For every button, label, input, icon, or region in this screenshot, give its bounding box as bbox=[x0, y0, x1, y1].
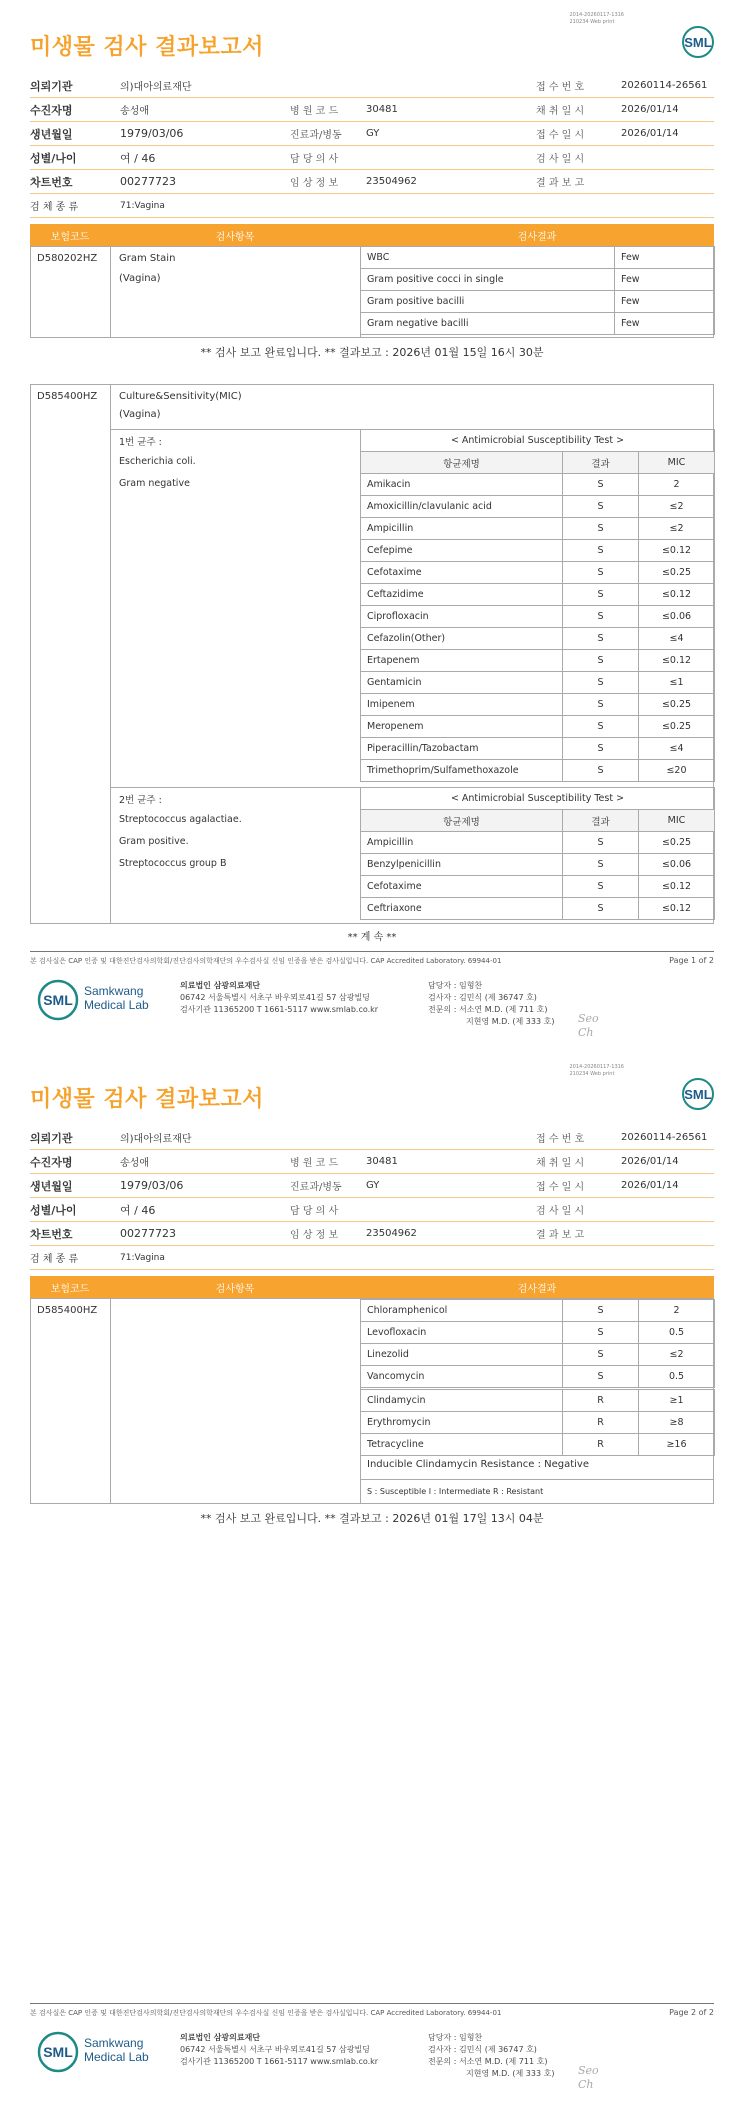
gram-value: Few bbox=[615, 291, 715, 313]
culture-report-note: ** 검사 보고 완료입니다. ** 결과보고 : 2026년 01월 17일 13시 04분 bbox=[200, 1512, 544, 1525]
report-title: 미생물 검사 결과보고서 bbox=[30, 35, 264, 60]
ast-title: < Antimicrobial Susceptibility Test > bbox=[361, 788, 715, 810]
label-doctor: 담 당 의 사 bbox=[290, 1206, 339, 1217]
header-row bbox=[30, 1126, 714, 1150]
table-row bbox=[361, 672, 715, 694]
print-info-line2: 210234 Web print bbox=[569, 19, 615, 25]
org1-gram: Gram negative bbox=[119, 478, 190, 489]
value-collected: 2026/01/14 bbox=[621, 104, 679, 115]
label-clinical: 임 상 정 보 bbox=[290, 1230, 339, 1241]
signature bbox=[578, 2064, 599, 2092]
lab-corp: 의료법인 삼광의료재단 bbox=[180, 2033, 261, 2042]
susceptibility-result: S bbox=[563, 584, 639, 606]
org2-gram: Gram positive. bbox=[119, 836, 189, 847]
drug-name: Tetracycline bbox=[361, 1434, 563, 1456]
table-header-row bbox=[361, 810, 715, 832]
table-row bbox=[361, 474, 715, 496]
susceptibility-result: S bbox=[563, 650, 639, 672]
page-number: Page 1 of 2 bbox=[669, 956, 714, 965]
value-specimen: 71:Vagina bbox=[120, 1252, 165, 1263]
samkwang-logo-text: SML bbox=[43, 2044, 73, 2060]
susceptibility-result: S bbox=[563, 832, 639, 854]
col-drug: 항균제명 bbox=[361, 452, 563, 474]
report-title: 미생물 검사 결과보고서 bbox=[30, 1087, 264, 1112]
gram-result-table bbox=[360, 246, 715, 335]
org2-name: Streptococcus agalactiae. bbox=[119, 814, 242, 825]
table-row bbox=[361, 247, 715, 269]
lab-info bbox=[180, 980, 378, 1016]
header-row bbox=[30, 146, 714, 170]
gram-value: Few bbox=[615, 247, 715, 269]
susceptibility-result: R bbox=[563, 1412, 639, 1434]
header-row bbox=[30, 194, 714, 218]
mic-value: ≤0.12 bbox=[639, 898, 715, 920]
label-tested: 검 사 일 시 bbox=[536, 154, 585, 165]
table-row bbox=[361, 694, 715, 716]
susceptibility-result: S bbox=[563, 760, 639, 782]
value-received: 2026/01/14 bbox=[621, 1180, 679, 1191]
mic-value: ≥16 bbox=[639, 1434, 715, 1456]
table-row bbox=[361, 606, 715, 628]
value-chart: 00277723 bbox=[120, 1227, 176, 1240]
label-collected: 채 취 일 시 bbox=[536, 1158, 585, 1169]
col-item: 검사항목 bbox=[215, 1283, 255, 1295]
lab-address: 06742 서울특별시 서초구 바우뫼로41길 57 삼광빌딩 bbox=[180, 2045, 370, 2054]
label-chart: 차트번호 bbox=[30, 175, 73, 189]
mic-value: 0.5 bbox=[639, 1366, 715, 1388]
drug-name: Cefotaxime bbox=[361, 562, 563, 584]
print-info-line2: 210234 Web print bbox=[569, 1071, 615, 1077]
susceptibility-result: S bbox=[563, 1366, 639, 1388]
table-row bbox=[361, 1412, 715, 1434]
col-result: 검사결과 bbox=[517, 1283, 557, 1295]
signatories bbox=[428, 980, 554, 1028]
value-birth: 1979/03/06 bbox=[120, 1179, 184, 1192]
samkwang-logo bbox=[36, 978, 156, 1022]
lab-name-1: Samkwang bbox=[84, 984, 144, 998]
label-hospital-code: 병 원 코 드 bbox=[290, 1158, 339, 1169]
value-collected: 2026/01/14 bbox=[621, 1156, 679, 1167]
lab-address: 06742 서울특별시 서초구 바우뫼로41길 57 삼광빌딩 bbox=[180, 993, 370, 1002]
table-row bbox=[361, 650, 715, 672]
drug-name: Vancomycin bbox=[361, 1366, 563, 1388]
value-sex-age: 여 / 46 bbox=[120, 1203, 156, 1217]
drug-name: Benzylpenicillin bbox=[361, 854, 563, 876]
value-sex-age: 여 / 46 bbox=[120, 151, 156, 165]
susceptibility-result: S bbox=[563, 496, 639, 518]
table-row bbox=[361, 1344, 715, 1366]
header-row bbox=[30, 1150, 714, 1174]
table-row bbox=[361, 291, 715, 313]
org1-label: 1번 균주 : bbox=[119, 437, 162, 448]
page-number: Page 2 of 2 bbox=[669, 2008, 714, 2017]
table-row bbox=[361, 628, 715, 650]
label-dept: 진료과/병동 bbox=[290, 130, 342, 141]
drug-name: Ampicillin bbox=[361, 518, 563, 540]
label-chart: 차트번호 bbox=[30, 1227, 73, 1241]
table-row bbox=[361, 876, 715, 898]
gram-value: Few bbox=[615, 313, 715, 335]
header-row bbox=[30, 1246, 714, 1270]
table-row bbox=[361, 854, 715, 876]
mic-value: ≤0.06 bbox=[639, 606, 715, 628]
table-row bbox=[361, 738, 715, 760]
table-row bbox=[361, 1300, 715, 1322]
ast-title: < Antimicrobial Susceptibility Test > bbox=[361, 430, 715, 452]
label-specimen: 검 체 종 류 bbox=[30, 202, 79, 213]
mic-value: ≤4 bbox=[639, 738, 715, 760]
value-received: 2026/01/14 bbox=[621, 128, 679, 139]
table-row bbox=[361, 430, 715, 452]
label-patient: 수진자명 bbox=[30, 103, 73, 117]
culture-continued-block bbox=[30, 1298, 714, 1504]
mic-value: ≤1 bbox=[639, 672, 715, 694]
mic-value: ≤4 bbox=[639, 628, 715, 650]
label-doctor: 담 당 의 사 bbox=[290, 154, 339, 165]
susceptibility-result: S bbox=[563, 694, 639, 716]
culture-block bbox=[30, 384, 714, 924]
label-collected: 채 취 일 시 bbox=[536, 106, 585, 117]
gram-value: Few bbox=[615, 269, 715, 291]
table-row bbox=[361, 898, 715, 920]
org2-label: 2번 균주 : bbox=[119, 795, 162, 806]
value-institution: 의)대아의료재단 bbox=[120, 82, 192, 93]
label-accession: 접 수 번 호 bbox=[536, 82, 585, 93]
col-result: 결과 bbox=[563, 810, 639, 832]
label-sex-age: 성별/나이 bbox=[30, 1203, 77, 1217]
org2-group: Streptococcus group B bbox=[119, 858, 227, 869]
mic-value: ≤0.06 bbox=[639, 854, 715, 876]
sign-line: 담당자 : 임형찬 bbox=[428, 981, 483, 990]
gram-stain-block bbox=[30, 246, 714, 338]
table-row bbox=[361, 716, 715, 738]
col-item: 검사항목 bbox=[215, 231, 255, 243]
value-birth: 1979/03/06 bbox=[120, 127, 184, 140]
gram-item: Gram Stain bbox=[119, 253, 176, 264]
footer-divider bbox=[30, 951, 714, 952]
lab-contact: 검사기관 11365200 T 1661-5117 www.smlab.co.kr bbox=[180, 1005, 379, 1014]
icr-result: Inducible Clindamycin Resistance : Negative bbox=[367, 1459, 590, 1470]
result-table-header bbox=[30, 1276, 714, 1298]
drug-name: Trimethoprim/Sulfamethoxazole bbox=[361, 760, 563, 782]
print-info-line1: 2014-20260117-1316 bbox=[569, 12, 624, 18]
table-row bbox=[361, 518, 715, 540]
samkwang-logo-text: SML bbox=[43, 992, 73, 1008]
label-institution: 의뢰기관 bbox=[30, 79, 73, 93]
table-row bbox=[361, 760, 715, 782]
label-accession: 접 수 번 호 bbox=[536, 1134, 585, 1145]
samkwang-logo-icon bbox=[36, 2030, 80, 2074]
drug-name: Clindamycin bbox=[361, 1390, 563, 1412]
col-mic: MIC bbox=[639, 810, 715, 832]
result-table-header bbox=[30, 224, 714, 246]
mic-value: 0.5 bbox=[639, 1322, 715, 1344]
print-info-line1: 2014-20260117-1316 bbox=[569, 1064, 624, 1070]
drug-name: Cefotaxime bbox=[361, 876, 563, 898]
susceptibility-result: S bbox=[563, 518, 639, 540]
label-reported: 결 과 보 고 bbox=[536, 1230, 585, 1241]
label-patient: 수진자명 bbox=[30, 1155, 73, 1169]
value-clinical: 23504962 bbox=[366, 176, 417, 187]
susceptibility-result: S bbox=[563, 562, 639, 584]
signature-a: Seo bbox=[578, 1012, 599, 1025]
result-legend: S : Susceptible I : Intermediate R : Resistant bbox=[367, 1487, 544, 1496]
col-code: 보험코드 bbox=[50, 231, 90, 243]
mic-value: ≤0.25 bbox=[639, 832, 715, 854]
susceptibility-result: R bbox=[563, 1434, 639, 1456]
report-page-2 bbox=[0, 1052, 744, 2104]
mic-value: ≤2 bbox=[639, 1344, 715, 1366]
col-drug: 항균제명 bbox=[361, 810, 563, 832]
susceptibility-result: R bbox=[563, 1390, 639, 1412]
col-mic: MIC bbox=[639, 452, 715, 474]
gram-name: Gram positive cocci in single bbox=[361, 269, 615, 291]
signature-b: Ch bbox=[578, 1026, 594, 1039]
susceptibility-result: S bbox=[563, 716, 639, 738]
mic-value: ≤0.25 bbox=[639, 716, 715, 738]
print-info bbox=[569, 12, 624, 26]
value-accession: 20260114-26561 bbox=[621, 1132, 708, 1143]
susceptibility-result: S bbox=[563, 1322, 639, 1344]
mic-value: ≤20 bbox=[639, 760, 715, 782]
col-code: 보험코드 bbox=[50, 1283, 90, 1295]
signature-b: Ch bbox=[578, 2078, 594, 2091]
table-row bbox=[361, 1434, 715, 1456]
susceptibility-result: S bbox=[563, 628, 639, 650]
gram-name: Gram negative bacilli bbox=[361, 313, 615, 335]
label-dept: 진료과/병동 bbox=[290, 1182, 342, 1193]
drug-name: Amoxicillin/clavulanic acid bbox=[361, 496, 563, 518]
susceptibility-result: S bbox=[563, 474, 639, 496]
cert-text: 본 검사실은 CAP 인증 및 대한진단검사의학회/진단검사의학재단의 우수검사실 신임 인증을 받은 검사실입니다. CAP Accredited Laboratory. 69944-01 bbox=[30, 2009, 502, 2017]
label-sex-age: 성별/나이 bbox=[30, 151, 77, 165]
sign-line: 전문의 : 서소연 M.D. (제 711 호) bbox=[428, 2057, 548, 2066]
gram-name: Gram positive bacilli bbox=[361, 291, 615, 313]
gram-specimen: (Vagina) bbox=[119, 273, 161, 284]
value-specimen: 71:Vagina bbox=[120, 200, 165, 211]
lab-name-2: Medical Lab bbox=[84, 2050, 149, 2064]
drug-name: Erythromycin bbox=[361, 1412, 563, 1434]
table-row bbox=[361, 1390, 715, 1412]
table-row bbox=[361, 562, 715, 584]
label-birth: 생년월일 bbox=[30, 127, 73, 141]
drug-name: Cefepime bbox=[361, 540, 563, 562]
cert-text: 본 검사실은 CAP 인증 및 대한진단검사의학회/진단검사의학재단의 우수검사실 신임 인증을 받은 검사실입니다. CAP Accredited Laboratory. 69944-01 bbox=[30, 957, 502, 965]
value-institution: 의)대아의료재단 bbox=[120, 1134, 192, 1145]
header-row bbox=[30, 1174, 714, 1198]
table-row bbox=[361, 788, 715, 810]
signatories bbox=[428, 2032, 554, 2080]
drug-name: Chloramphenicol bbox=[361, 1300, 563, 1322]
drug-name: Cefazolin(Other) bbox=[361, 628, 563, 650]
culture-code: D585400HZ bbox=[37, 1305, 98, 1316]
susceptibility-result: S bbox=[563, 1300, 639, 1322]
sml-logo-icon bbox=[678, 1078, 718, 1110]
value-patient: 송성애 bbox=[120, 106, 149, 117]
label-hospital-code: 병 원 코 드 bbox=[290, 106, 339, 117]
mic-value: ≤2 bbox=[639, 496, 715, 518]
drug-name: Imipenem bbox=[361, 694, 563, 716]
header-row bbox=[30, 170, 714, 194]
sign-line: 담당자 : 임형찬 bbox=[428, 2033, 483, 2042]
value-chart: 00277723 bbox=[120, 175, 176, 188]
sml-logo-text: SML bbox=[684, 35, 712, 50]
label-reported: 결 과 보 고 bbox=[536, 178, 585, 189]
table-row bbox=[361, 269, 715, 291]
label-institution: 의뢰기관 bbox=[30, 1131, 73, 1145]
lab-name-2: Medical Lab bbox=[84, 998, 149, 1012]
lab-name-1: Samkwang bbox=[84, 2036, 144, 2050]
header-row bbox=[30, 122, 714, 146]
mic-value: ≥8 bbox=[639, 1412, 715, 1434]
samkwang-logo-icon bbox=[36, 978, 80, 1022]
table-row bbox=[361, 540, 715, 562]
susceptibility-result: S bbox=[563, 738, 639, 760]
lab-contact: 검사기관 11365200 T 1661-5117 www.smlab.co.kr bbox=[180, 2057, 379, 2066]
sign-line: 지현영 M.D. (제 333 호) bbox=[466, 2069, 555, 2078]
header-row bbox=[30, 98, 714, 122]
label-clinical: 임 상 정 보 bbox=[290, 178, 339, 189]
mic-value: ≤0.25 bbox=[639, 562, 715, 584]
drug-name: Ertapenem bbox=[361, 650, 563, 672]
org2-ast-table bbox=[360, 787, 715, 920]
drug-name: Ciprofloxacin bbox=[361, 606, 563, 628]
report-page-1 bbox=[0, 0, 744, 1039]
label-tested: 검 사 일 시 bbox=[536, 1206, 585, 1217]
header-row bbox=[30, 74, 714, 98]
signature-a: Seo bbox=[578, 2064, 599, 2077]
susceptibility-result: S bbox=[563, 672, 639, 694]
sign-line: 검사자 : 김민식 (제 36747 호) bbox=[428, 2045, 537, 2054]
samkwang-logo bbox=[36, 2030, 156, 2074]
label-birth: 생년월일 bbox=[30, 1179, 73, 1193]
org1-ast-table bbox=[360, 429, 715, 782]
value-accession: 20260114-26561 bbox=[621, 80, 708, 91]
lab-corp: 의료법인 삼광의료재단 bbox=[180, 981, 261, 990]
drug-name: Levofloxacin bbox=[361, 1322, 563, 1344]
print-info bbox=[569, 1064, 624, 1078]
susceptibility-result: S bbox=[563, 898, 639, 920]
value-hospital-code: 30481 bbox=[366, 1156, 398, 1167]
drug-name: Ampicillin bbox=[361, 832, 563, 854]
drug-name: Amikacin bbox=[361, 474, 563, 496]
patient-header bbox=[30, 1126, 714, 1270]
susceptibility-result: S bbox=[563, 876, 639, 898]
culture-item: Culture&Sensitivity(MIC) bbox=[119, 391, 242, 402]
sign-line: 전문의 : 서소연 M.D. (제 711 호) bbox=[428, 1005, 548, 1014]
value-hospital-code: 30481 bbox=[366, 104, 398, 115]
drug-name: Ceftazidime bbox=[361, 584, 563, 606]
susceptibility-result: S bbox=[563, 540, 639, 562]
susceptibility-result: S bbox=[563, 1344, 639, 1366]
sml-logo-icon bbox=[678, 26, 718, 58]
sign-line: 검사자 : 김민식 (제 36747 호) bbox=[428, 993, 537, 1002]
culture-specimen: (Vagina) bbox=[119, 409, 161, 420]
table-row bbox=[361, 1322, 715, 1344]
gram-report-note: ** 검사 보고 완료입니다. ** 결과보고 : 2026년 01월 15일 16시 30분 bbox=[200, 346, 544, 359]
susceptibility-result: S bbox=[563, 854, 639, 876]
table-header-row bbox=[361, 452, 715, 474]
table-row bbox=[361, 1366, 715, 1388]
value-dept: GY bbox=[366, 1180, 380, 1191]
patient-header bbox=[30, 74, 714, 218]
mic-value: ≤0.12 bbox=[639, 876, 715, 898]
col-result: 결과 bbox=[563, 452, 639, 474]
drug-name: Ceftriaxone bbox=[361, 898, 563, 920]
drug-name: Piperacillin/Tazobactam bbox=[361, 738, 563, 760]
mic-value: ≤0.25 bbox=[639, 694, 715, 716]
table-row bbox=[361, 832, 715, 854]
footer-divider bbox=[30, 2003, 714, 2004]
culture-code: D585400HZ bbox=[37, 391, 98, 402]
mic-value: ≤0.12 bbox=[639, 650, 715, 672]
value-clinical: 23504962 bbox=[366, 1228, 417, 1239]
mic-value: 2 bbox=[639, 474, 715, 496]
mic-value: ≤2 bbox=[639, 518, 715, 540]
mic-value: ≤0.12 bbox=[639, 584, 715, 606]
signature bbox=[578, 1012, 599, 1040]
gram-code: D580202HZ bbox=[37, 253, 98, 264]
gram-name: WBC bbox=[361, 247, 615, 269]
mic-value: ≥1 bbox=[639, 1390, 715, 1412]
drug-name: Gentamicin bbox=[361, 672, 563, 694]
header-row bbox=[30, 1222, 714, 1246]
ast-table-cont-b bbox=[360, 1389, 715, 1456]
lab-info bbox=[180, 2032, 378, 2068]
value-patient: 송성애 bbox=[120, 1158, 149, 1169]
table-row bbox=[361, 496, 715, 518]
table-row bbox=[361, 313, 715, 335]
org1-name: Escherichia coli. bbox=[119, 456, 196, 467]
susceptibility-result: S bbox=[563, 606, 639, 628]
label-received: 접 수 일 시 bbox=[536, 1182, 585, 1193]
ast-table-cont-a bbox=[360, 1299, 715, 1388]
drug-name: Linezolid bbox=[361, 1344, 563, 1366]
header-row bbox=[30, 1198, 714, 1222]
mic-value: 2 bbox=[639, 1300, 715, 1322]
col-result: 검사결과 bbox=[517, 231, 557, 243]
mic-value: ≤0.12 bbox=[639, 540, 715, 562]
table-row bbox=[361, 584, 715, 606]
sml-logo-text: SML bbox=[684, 1087, 712, 1102]
continue-note: ** 계 속 ** bbox=[347, 932, 397, 943]
label-specimen: 검 체 종 류 bbox=[30, 1254, 79, 1265]
value-dept: GY bbox=[366, 128, 380, 139]
sign-line: 지현영 M.D. (제 333 호) bbox=[466, 1017, 555, 1026]
label-received: 접 수 일 시 bbox=[536, 130, 585, 141]
drug-name: Meropenem bbox=[361, 716, 563, 738]
